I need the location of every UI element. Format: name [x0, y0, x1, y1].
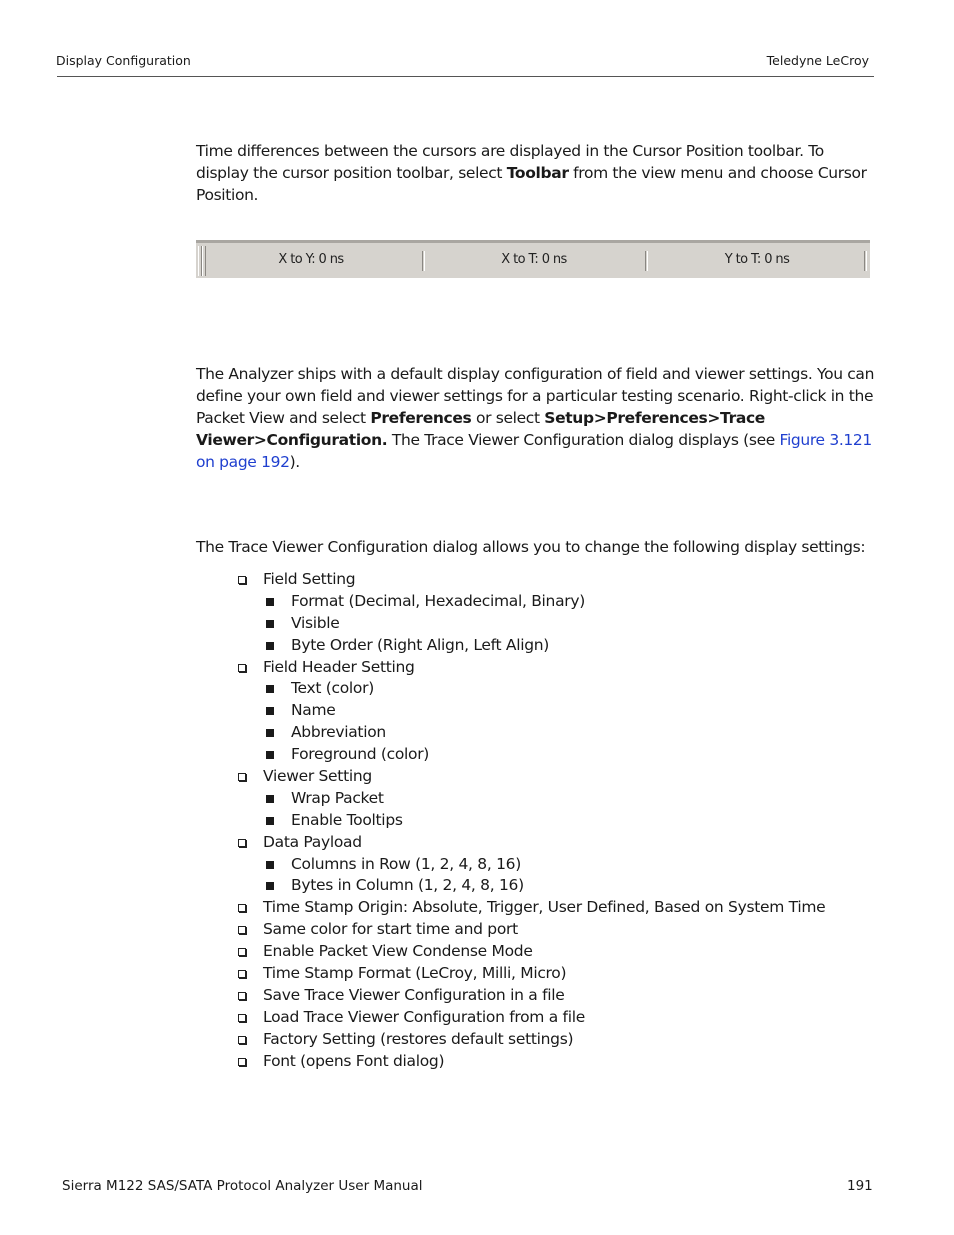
page-number: 191 — [847, 1178, 873, 1194]
list-item-text: Enable Packet View Condense Mode — [263, 942, 533, 961]
list-item — [238, 744, 878, 766]
dialog-intro-paragraph: The Trace Viewer Configuration dialog allows you to change the following display settings: — [196, 538, 866, 556]
square-bullet-icon — [266, 751, 274, 759]
x-to-y-readout: X to Y: 0 ns — [278, 252, 344, 267]
list-item-text: Wrap Packet — [291, 788, 384, 807]
list-item-text: Viewer Setting — [263, 767, 372, 786]
list-item — [238, 941, 878, 963]
list-item — [238, 832, 878, 854]
list-item-text: Data Payload — [263, 832, 362, 851]
list-item-text: Font (opens Font dialog) — [263, 1051, 445, 1070]
square-bullet-icon — [266, 861, 274, 869]
list-item — [238, 1051, 878, 1073]
list-item — [238, 897, 878, 919]
footer-manual-title: Sierra M122 SAS/SATA Protocol Analyzer User Manual — [62, 1178, 423, 1194]
figure-link[interactable]: Figure 3.121 on page 192 — [196, 431, 872, 471]
list-item-text: Time Stamp Origin: Absolute, Trigger, User Defined, Based on System Time — [263, 898, 826, 917]
list-item — [238, 569, 878, 591]
text: from the view menu and choose Cursor Position. — [196, 164, 867, 204]
bold-term-preferences: Preferences — [370, 409, 472, 427]
square-bullet-icon — [266, 620, 274, 628]
list-item-text: Name — [291, 701, 336, 720]
list-item-text: Field Header Setting — [263, 657, 415, 676]
list-item-text: Foreground (color) — [291, 745, 430, 764]
list-item-text: Enable Tooltips — [291, 810, 403, 829]
list-item — [238, 700, 878, 722]
list-item-text: Load Trace Viewer Configuration from a file — [263, 1007, 585, 1026]
checkbox-bullet-icon — [238, 664, 246, 672]
header-divider — [57, 76, 874, 77]
square-bullet-icon — [266, 642, 274, 650]
list-item-text: Visible — [291, 613, 340, 632]
list-item — [238, 722, 878, 744]
cursor-position-paragraph — [196, 140, 876, 206]
list-item-text: Bytes in Column (1, 2, 4, 8, 16) — [291, 876, 524, 895]
display-settings-list — [238, 569, 878, 1072]
list-item-text: Text (color) — [291, 679, 374, 698]
square-bullet-icon — [266, 817, 274, 825]
checkbox-bullet-icon — [238, 1036, 246, 1044]
list-item — [238, 613, 878, 635]
checkbox-bullet-icon — [238, 1058, 246, 1066]
checkbox-bullet-icon — [238, 948, 246, 956]
square-bullet-icon — [266, 707, 274, 715]
square-bullet-icon — [266, 685, 274, 693]
checkbox-bullet-icon — [238, 839, 246, 847]
checkbox-bullet-icon — [238, 970, 246, 978]
checkbox-bullet-icon — [238, 576, 246, 584]
list-item — [238, 919, 878, 941]
list-item-text: Save Trace Viewer Configuration in a file — [263, 985, 565, 1004]
checkbox-bullet-icon — [238, 773, 246, 781]
list-item-text: Abbreviation — [291, 723, 386, 742]
text: The Analyzer ships with a default display configuration of field and viewer settings. You can define your own field and viewer settings for a particular testing scenario. Right-click in the Packet View and select — [196, 365, 875, 427]
square-bullet-icon — [266, 598, 274, 606]
list-item — [238, 810, 878, 832]
square-bullet-icon — [266, 729, 274, 737]
list-item — [238, 854, 878, 876]
bold-term-menu-path: Setup>Preferences>Trace Viewer>Configuration. — [196, 409, 765, 449]
list-item-text: Field Setting — [263, 570, 356, 588]
toolbar-separator — [864, 251, 867, 271]
checkbox-bullet-icon — [238, 926, 246, 934]
cursor-position-toolbar — [196, 240, 870, 278]
list-item-text: Byte Order (Right Align, Left Align) — [291, 635, 550, 654]
list-item — [238, 963, 878, 985]
list-item — [238, 678, 878, 700]
text: The Trace Viewer Configuration dialog displays (see — [387, 431, 780, 449]
square-bullet-icon — [266, 795, 274, 803]
checkbox-bullet-icon — [238, 1014, 246, 1022]
list-item — [238, 657, 878, 679]
checkbox-bullet-icon — [238, 992, 246, 1000]
list-item — [238, 788, 878, 810]
list-item — [238, 985, 878, 1007]
default-config-paragraph — [196, 363, 876, 473]
checkbox-bullet-icon — [238, 904, 246, 912]
list-item — [238, 635, 878, 657]
list-item — [238, 766, 878, 788]
header-section-title: Display Configuration — [56, 53, 191, 68]
list-item — [238, 875, 878, 897]
list-item-text: Factory Setting (restores default settings) — [263, 1029, 574, 1048]
list-item — [238, 1029, 878, 1051]
text: Time differences between the cursors are displayed in the Cursor Position toolbar. To display the cursor position toolbar, select — [196, 142, 824, 182]
text: ). — [289, 453, 300, 471]
list-item — [238, 591, 878, 613]
list-item-text: Same color for start time and port — [263, 920, 518, 939]
y-to-t-readout: Y to T: 0 ns — [724, 252, 790, 267]
list-item-text: Columns in Row (1, 2, 4, 8, 16) — [291, 854, 521, 873]
text: or select — [471, 409, 545, 427]
x-to-t-readout: X to T: 0 ns — [501, 252, 567, 267]
list-item-text: Time Stamp Format (LeCroy, Milli, Micro) — [263, 964, 567, 983]
square-bullet-icon — [266, 882, 274, 890]
list-item-text: Format (Decimal, Hexadecimal, Binary) — [291, 591, 585, 610]
list-item — [238, 1007, 878, 1029]
header-company: Teledyne LeCroy — [766, 53, 869, 68]
bold-term-toolbar: Toolbar — [506, 164, 569, 182]
